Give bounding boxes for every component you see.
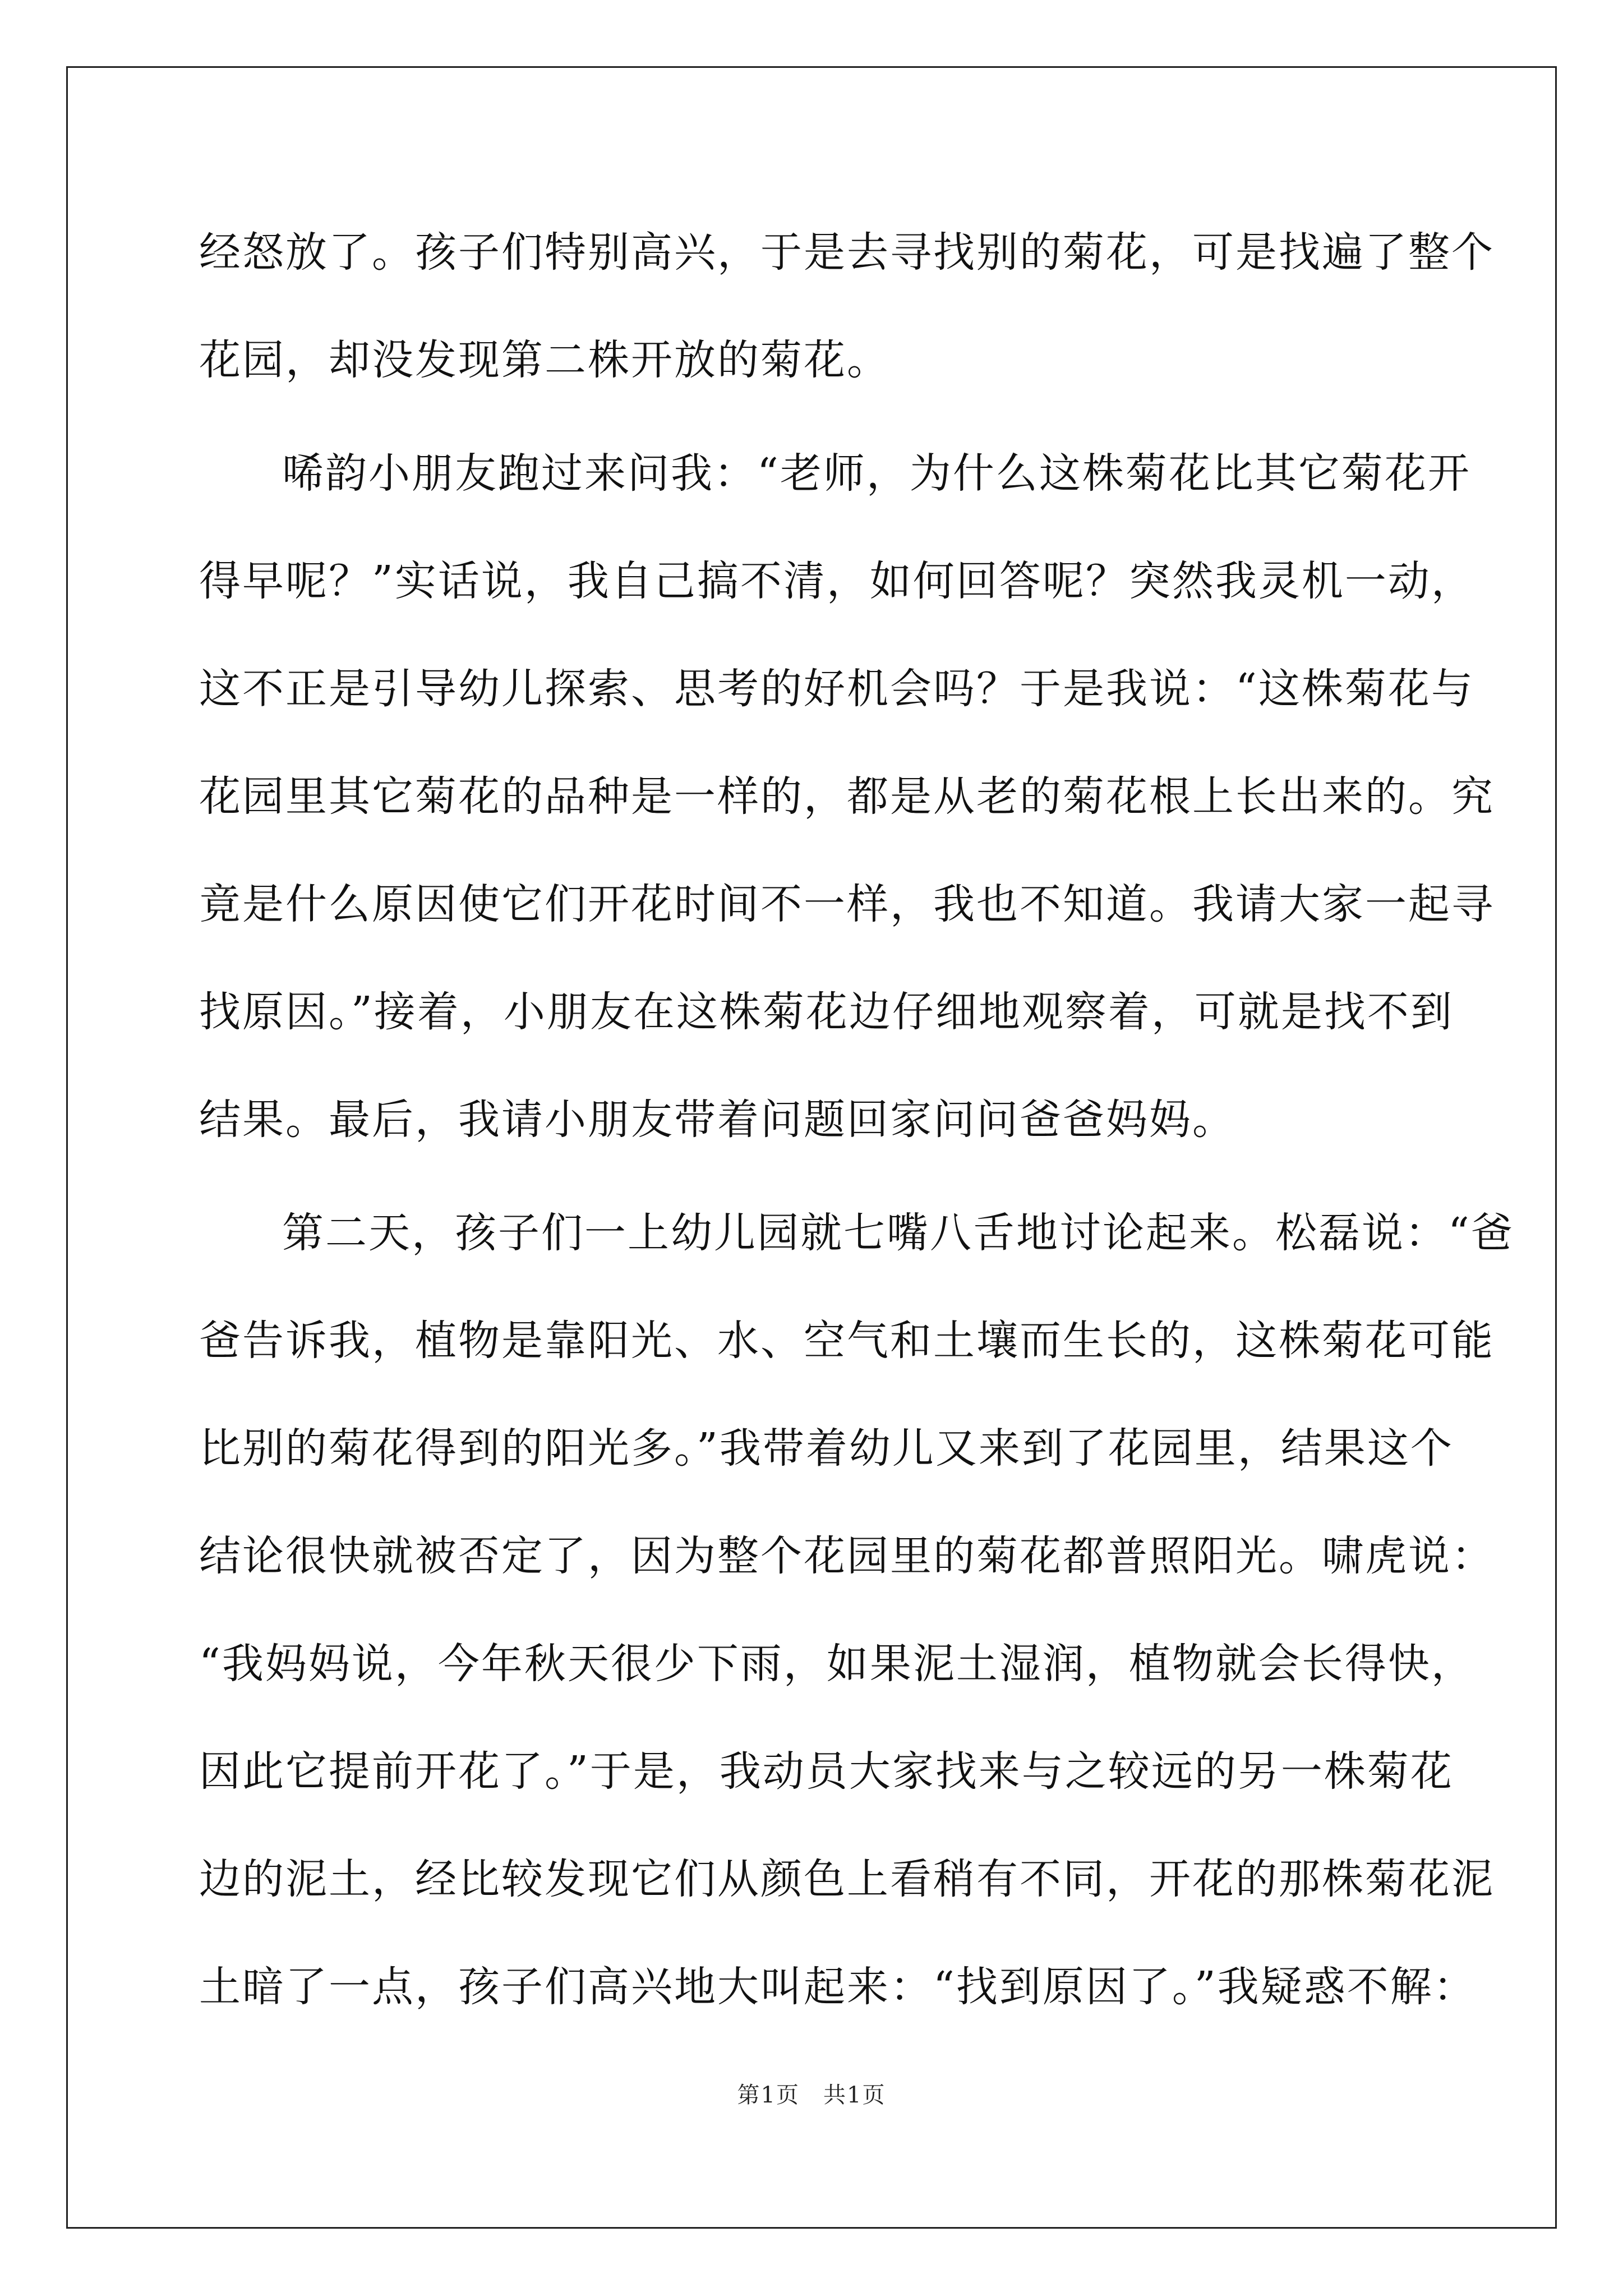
text-line: 结果。最后，我请小朋友带着问题回家问问爸爸妈妈。 <box>199 1096 1235 1144</box>
text-line: 找原因。”接着，小朋友在这株菊花边仔细地观察着，可就是找不到 <box>199 988 1454 1036</box>
paragraph-start-line: 唏韵小朋友跑过来问我：“老师，为什么这株菊花比其它菊花开 <box>282 449 1471 498</box>
paragraph-start-line: 第二天，孩子们一上幼儿园就七嘴八舌地讨论起来。松磊说：“爸 <box>282 1209 1514 1257</box>
text-line: 因此它提前开花了。”于是，我动员大家找来与之较远的另一株菊花 <box>199 1747 1454 1796</box>
text-line: 花园，却没发现第二株开放的菊花。 <box>199 336 890 384</box>
text-line: 结论很快就被否定了，因为整个花园里的菊花都普照阳光。啸虎说： <box>199 1532 1495 1580</box>
text-line: 经怒放了。孩子们特别高兴，于是去寻找别的菊花，可是找遍了整个 <box>199 228 1495 277</box>
document-body <box>199 208 1514 2050</box>
text-line: “我妈妈说，今年秋天很少下雨，如果泥土湿润，植物就会长得快， <box>199 1640 1474 1688</box>
page-number-footer: 第1页 共1页 <box>737 2082 886 2108</box>
text-line: 花园里其它菊花的品种是一样的，都是从老的菊花根上长出来的。究 <box>199 772 1495 821</box>
text-line: 爸告诉我，植物是靠阳光、水、空气和土壤而生长的，这株菊花可能 <box>199 1317 1495 1365</box>
text-line: 得早呢？”实话说，我自己搞不清，如何回答呢？突然我灵机一动， <box>199 557 1474 605</box>
text-line: 土暗了一点，孩子们高兴地大叫起来：“找到原因了。”我疑惑不解： <box>199 1963 1477 2011</box>
text-line: 边的泥土，经比较发现它们从颜色上看稍有不同，开花的那株菊花泥 <box>199 1855 1495 1903</box>
text-line: 竟是什么原因使它们开花时间不一样，我也不知道。我请大家一起寻 <box>199 880 1495 928</box>
text-line: 这不正是引导幼儿探索、思考的好机会吗？于是我说：“这株菊花与 <box>199 665 1474 713</box>
text-line: 比别的菊花得到的阳光多。”我带着幼儿又来到了花园里，结果这个 <box>199 1424 1454 1473</box>
